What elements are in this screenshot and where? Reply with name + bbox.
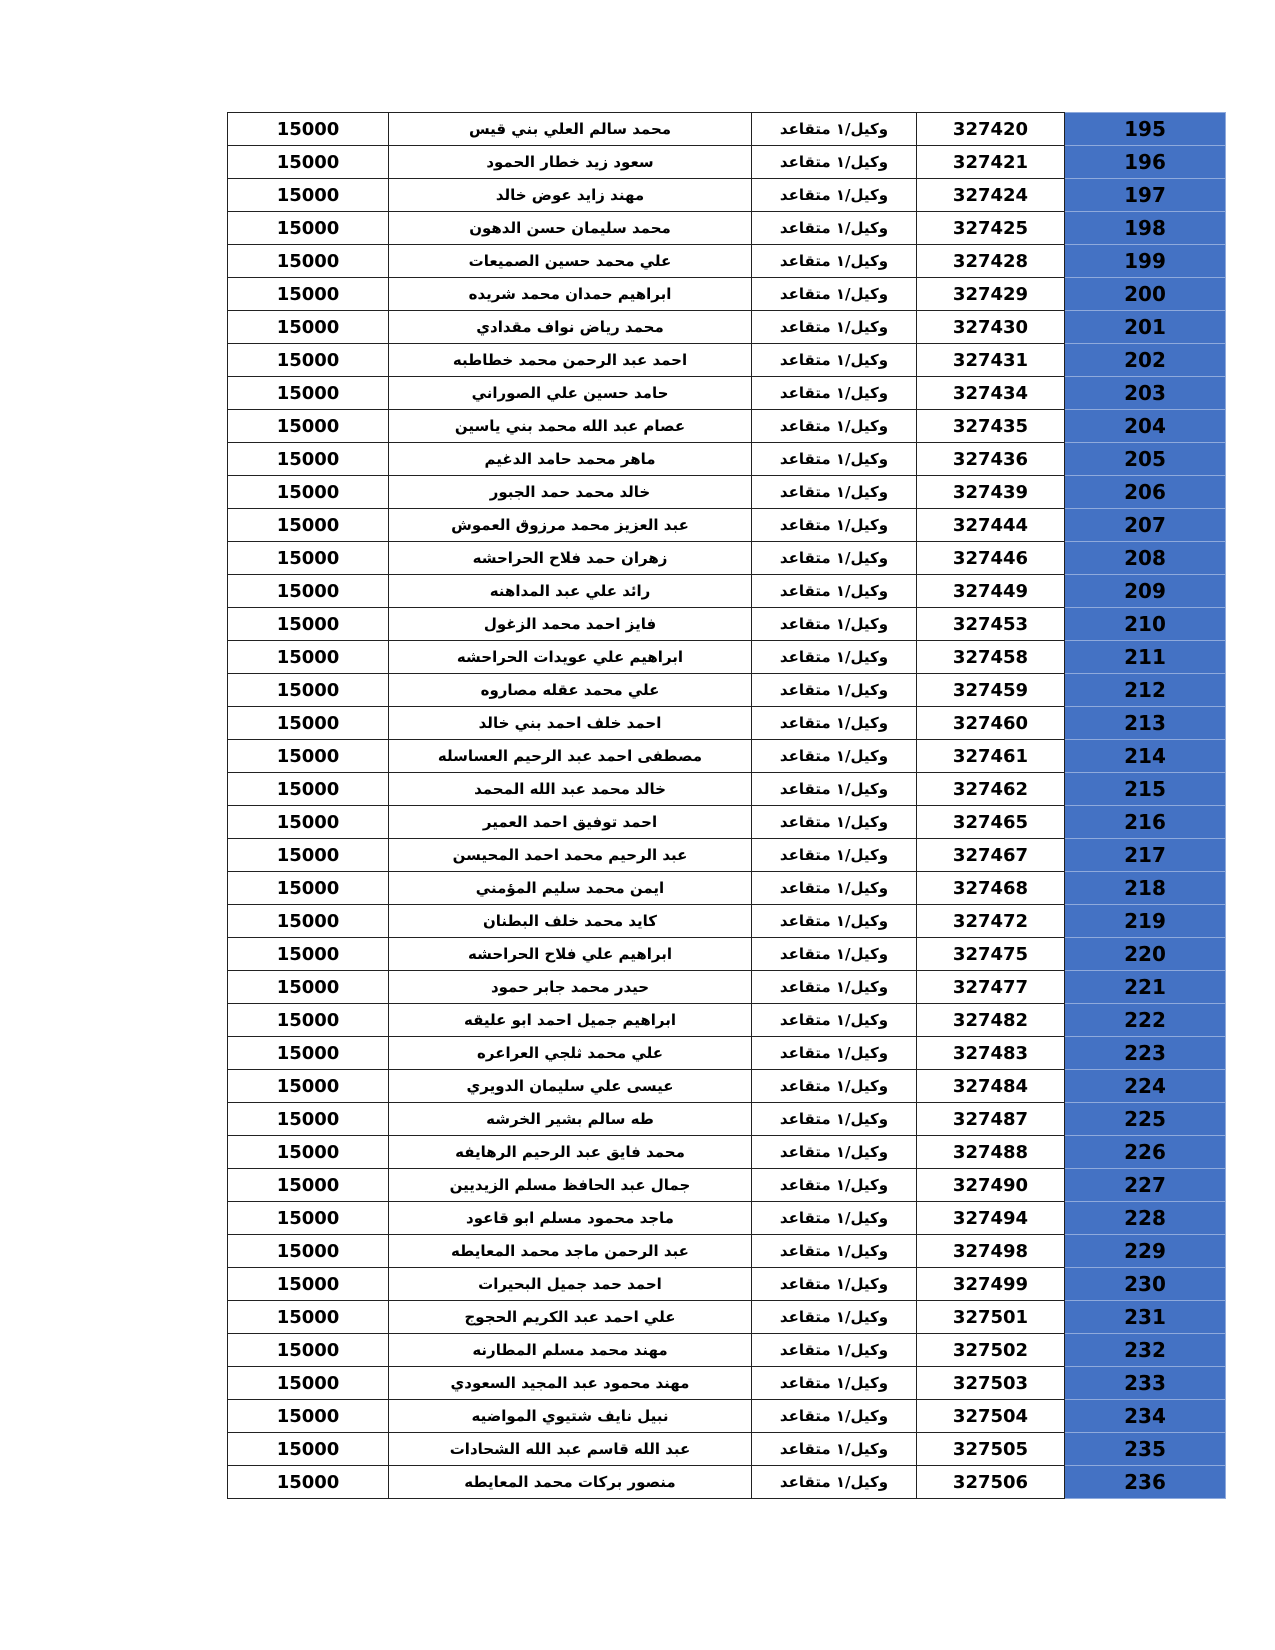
id-number-cell: 327483 <box>917 1037 1065 1070</box>
serial-number-cell: 206 <box>1065 476 1226 509</box>
amount-cell: 15000 <box>228 179 389 212</box>
serial-number-cell: 231 <box>1065 1301 1226 1334</box>
table-row <box>228 674 1226 707</box>
table-row <box>228 971 1226 1004</box>
rank-cell: وكيل/١ متقاعد <box>752 542 917 575</box>
table-row <box>228 872 1226 905</box>
name-cell: جمال عبد الحافظ مسلم الزيديين <box>389 1169 752 1202</box>
rank-cell: وكيل/١ متقاعد <box>752 212 917 245</box>
table-row <box>228 1004 1226 1037</box>
serial-number-cell: 213 <box>1065 707 1226 740</box>
serial-number-cell: 218 <box>1065 872 1226 905</box>
table-row <box>228 773 1226 806</box>
id-number-cell: 327460 <box>917 707 1065 740</box>
rank-cell: وكيل/١ متقاعد <box>752 1235 917 1268</box>
serial-number-cell: 228 <box>1065 1202 1226 1235</box>
id-number-cell: 327429 <box>917 278 1065 311</box>
rank-cell: وكيل/١ متقاعد <box>752 608 917 641</box>
name-cell: مهند زايد عوض خالد <box>389 179 752 212</box>
table-row <box>228 1301 1226 1334</box>
amount-cell: 15000 <box>228 509 389 542</box>
id-number-cell: 327444 <box>917 509 1065 542</box>
rank-cell: وكيل/١ متقاعد <box>752 1334 917 1367</box>
name-cell: ماجد محمود مسلم ابو قاعود <box>389 1202 752 1235</box>
amount-cell: 15000 <box>228 1169 389 1202</box>
amount-cell: 15000 <box>228 311 389 344</box>
amount-cell: 15000 <box>228 608 389 641</box>
name-cell: علي محمد عقله مصاروه <box>389 674 752 707</box>
amount-cell: 15000 <box>228 443 389 476</box>
table-body <box>228 113 1226 1499</box>
table-row <box>228 245 1226 278</box>
serial-number-cell: 198 <box>1065 212 1226 245</box>
table-row <box>228 608 1226 641</box>
name-cell: عبد الرحيم محمد احمد المحيسن <box>389 839 752 872</box>
table-row <box>228 410 1226 443</box>
table-row <box>228 806 1226 839</box>
name-cell: محمد سالم العلي بني قيس <box>389 113 752 146</box>
serial-number-cell: 217 <box>1065 839 1226 872</box>
rank-cell: وكيل/١ متقاعد <box>752 1037 917 1070</box>
amount-cell: 15000 <box>228 641 389 674</box>
amount-cell: 15000 <box>228 1235 389 1268</box>
name-cell: خالد محمد عبد الله المحمد <box>389 773 752 806</box>
rank-cell: وكيل/١ متقاعد <box>752 509 917 542</box>
table-row <box>228 509 1226 542</box>
id-number-cell: 327421 <box>917 146 1065 179</box>
id-number-cell: 327446 <box>917 542 1065 575</box>
name-cell: ايمن محمد سليم المؤمني <box>389 872 752 905</box>
rank-cell: وكيل/١ متقاعد <box>752 1169 917 1202</box>
serial-number-cell: 222 <box>1065 1004 1226 1037</box>
table-row <box>228 542 1226 575</box>
id-number-cell: 327501 <box>917 1301 1065 1334</box>
table-row <box>228 740 1226 773</box>
table-row <box>228 1400 1226 1433</box>
id-number-cell: 327461 <box>917 740 1065 773</box>
rank-cell: وكيل/١ متقاعد <box>752 179 917 212</box>
table-row <box>228 311 1226 344</box>
id-number-cell: 327502 <box>917 1334 1065 1367</box>
rank-cell: وكيل/١ متقاعد <box>752 1202 917 1235</box>
name-cell: نبيل نايف شتيوي المواضيه <box>389 1400 752 1433</box>
rank-cell: وكيل/١ متقاعد <box>752 476 917 509</box>
serial-number-cell: 199 <box>1065 245 1226 278</box>
id-number-cell: 327505 <box>917 1433 1065 1466</box>
amount-cell: 15000 <box>228 839 389 872</box>
amount-cell: 15000 <box>228 905 389 938</box>
serial-number-cell: 200 <box>1065 278 1226 311</box>
amount-cell: 15000 <box>228 278 389 311</box>
rank-cell: وكيل/١ متقاعد <box>752 707 917 740</box>
amount-cell: 15000 <box>228 1268 389 1301</box>
id-number-cell: 327434 <box>917 377 1065 410</box>
name-cell: عبد العزيز محمد مرزوق العموش <box>389 509 752 542</box>
rank-cell: وكيل/١ متقاعد <box>752 278 917 311</box>
amount-cell: 15000 <box>228 971 389 1004</box>
name-cell: كايد محمد خلف البطنان <box>389 905 752 938</box>
serial-number-cell: 209 <box>1065 575 1226 608</box>
name-cell: ماهر محمد حامد الدغيم <box>389 443 752 476</box>
amount-cell: 15000 <box>228 1136 389 1169</box>
amount-cell: 15000 <box>228 212 389 245</box>
serial-number-cell: 204 <box>1065 410 1226 443</box>
id-number-cell: 327484 <box>917 1070 1065 1103</box>
serial-number-cell: 233 <box>1065 1367 1226 1400</box>
serial-number-cell: 219 <box>1065 905 1226 938</box>
rank-cell: وكيل/١ متقاعد <box>752 245 917 278</box>
id-number-cell: 327490 <box>917 1169 1065 1202</box>
id-number-cell: 327487 <box>917 1103 1065 1136</box>
rank-cell: وكيل/١ متقاعد <box>752 1400 917 1433</box>
id-number-cell: 327504 <box>917 1400 1065 1433</box>
name-cell: طه سالم بشير الخرشه <box>389 1103 752 1136</box>
rank-cell: وكيل/١ متقاعد <box>752 1367 917 1400</box>
serial-number-cell: 234 <box>1065 1400 1226 1433</box>
name-cell: علي احمد عبد الكريم الحجوج <box>389 1301 752 1334</box>
rank-cell: وكيل/١ متقاعد <box>752 1268 917 1301</box>
name-cell: ابراهيم علي فلاح الحراحشه <box>389 938 752 971</box>
rank-cell: وكيل/١ متقاعد <box>752 905 917 938</box>
serial-number-cell: 205 <box>1065 443 1226 476</box>
serial-number-cell: 201 <box>1065 311 1226 344</box>
name-cell: حيدر محمد جابر حمود <box>389 971 752 1004</box>
serial-number-cell: 203 <box>1065 377 1226 410</box>
table-row <box>228 707 1226 740</box>
id-number-cell: 327459 <box>917 674 1065 707</box>
id-number-cell: 327449 <box>917 575 1065 608</box>
amount-cell: 15000 <box>228 938 389 971</box>
serial-number-cell: 226 <box>1065 1136 1226 1169</box>
table-row <box>228 1433 1226 1466</box>
name-cell: علي محمد ثلجي العراعره <box>389 1037 752 1070</box>
id-number-cell: 327467 <box>917 839 1065 872</box>
id-number-cell: 327439 <box>917 476 1065 509</box>
name-cell: رائد علي عبد المداهنه <box>389 575 752 608</box>
table-row <box>228 212 1226 245</box>
rank-cell: وكيل/١ متقاعد <box>752 674 917 707</box>
serial-number-cell: 236 <box>1065 1466 1226 1499</box>
amount-cell: 15000 <box>228 1301 389 1334</box>
name-cell: عبد الرحمن ماجد محمد المعايطه <box>389 1235 752 1268</box>
serial-number-cell: 235 <box>1065 1433 1226 1466</box>
amount-cell: 15000 <box>228 1466 389 1499</box>
table-row <box>228 1235 1226 1268</box>
name-cell: مصطفى احمد عبد الرحيم العساسله <box>389 740 752 773</box>
rank-cell: وكيل/١ متقاعد <box>752 344 917 377</box>
id-number-cell: 327435 <box>917 410 1065 443</box>
name-cell: منصور بركات محمد المعايطه <box>389 1466 752 1499</box>
table-row <box>228 179 1226 212</box>
name-cell: علي محمد حسين الصميعات <box>389 245 752 278</box>
serial-number-cell: 216 <box>1065 806 1226 839</box>
amount-cell: 15000 <box>228 1400 389 1433</box>
amount-cell: 15000 <box>228 113 389 146</box>
serial-number-cell: 208 <box>1065 542 1226 575</box>
table-row <box>228 1202 1226 1235</box>
name-cell: زهران حمد فلاح الحراحشه <box>389 542 752 575</box>
amount-cell: 15000 <box>228 1070 389 1103</box>
rank-cell: وكيل/١ متقاعد <box>752 410 917 443</box>
rank-cell: وكيل/١ متقاعد <box>752 872 917 905</box>
amount-cell: 15000 <box>228 806 389 839</box>
id-number-cell: 327420 <box>917 113 1065 146</box>
id-number-cell: 327430 <box>917 311 1065 344</box>
table-row <box>228 1334 1226 1367</box>
rank-cell: وكيل/١ متقاعد <box>752 1004 917 1037</box>
rank-cell: وكيل/١ متقاعد <box>752 311 917 344</box>
table-row <box>228 377 1226 410</box>
rank-cell: وكيل/١ متقاعد <box>752 146 917 179</box>
table-row <box>228 344 1226 377</box>
name-cell: سعود زيد خطار الحمود <box>389 146 752 179</box>
name-cell: احمد خلف احمد بني خالد <box>389 707 752 740</box>
name-cell: ابراهيم علي عويدات الحراحشه <box>389 641 752 674</box>
amount-cell: 15000 <box>228 1433 389 1466</box>
table-row <box>228 1169 1226 1202</box>
amount-cell: 15000 <box>228 575 389 608</box>
table-row <box>228 1466 1226 1499</box>
name-cell: ابراهيم حمدان محمد شريده <box>389 278 752 311</box>
serial-number-cell: 227 <box>1065 1169 1226 1202</box>
amount-cell: 15000 <box>228 377 389 410</box>
table-row <box>228 575 1226 608</box>
serial-number-cell: 196 <box>1065 146 1226 179</box>
amount-cell: 15000 <box>228 740 389 773</box>
amount-cell: 15000 <box>228 773 389 806</box>
name-cell: مهند محمد مسلم المطارنه <box>389 1334 752 1367</box>
table-row <box>228 905 1226 938</box>
table-row <box>228 938 1226 971</box>
id-number-cell: 327498 <box>917 1235 1065 1268</box>
serial-number-cell: 215 <box>1065 773 1226 806</box>
table-row <box>228 443 1226 476</box>
amount-cell: 15000 <box>228 1367 389 1400</box>
amount-cell: 15000 <box>228 674 389 707</box>
serial-number-cell: 197 <box>1065 179 1226 212</box>
table-row <box>228 1070 1226 1103</box>
name-cell: محمد فايق عبد الرحيم الرهايفه <box>389 1136 752 1169</box>
table-row <box>228 1037 1226 1070</box>
amount-cell: 15000 <box>228 1103 389 1136</box>
id-number-cell: 327477 <box>917 971 1065 1004</box>
amount-cell: 15000 <box>228 1004 389 1037</box>
name-cell: عصام عبد الله محمد بني ياسين <box>389 410 752 443</box>
serial-number-cell: 202 <box>1065 344 1226 377</box>
serial-number-cell: 195 <box>1065 113 1226 146</box>
name-cell: فايز احمد محمد الزغول <box>389 608 752 641</box>
rank-cell: وكيل/١ متقاعد <box>752 575 917 608</box>
rank-cell: وكيل/١ متقاعد <box>752 839 917 872</box>
rank-cell: وكيل/١ متقاعد <box>752 938 917 971</box>
beneficiaries-table <box>227 112 1226 1499</box>
rank-cell: وكيل/١ متقاعد <box>752 1070 917 1103</box>
rank-cell: وكيل/١ متقاعد <box>752 971 917 1004</box>
table-row <box>228 839 1226 872</box>
table-row <box>228 1268 1226 1301</box>
serial-number-cell: 211 <box>1065 641 1226 674</box>
id-number-cell: 327475 <box>917 938 1065 971</box>
table-row <box>228 641 1226 674</box>
amount-cell: 15000 <box>228 410 389 443</box>
amount-cell: 15000 <box>228 146 389 179</box>
id-number-cell: 327494 <box>917 1202 1065 1235</box>
table-row <box>228 1103 1226 1136</box>
serial-number-cell: 225 <box>1065 1103 1226 1136</box>
id-number-cell: 327503 <box>917 1367 1065 1400</box>
amount-cell: 15000 <box>228 245 389 278</box>
table-row <box>228 146 1226 179</box>
serial-number-cell: 223 <box>1065 1037 1226 1070</box>
name-cell: ابراهيم جميل احمد ابو عليقه <box>389 1004 752 1037</box>
id-number-cell: 327424 <box>917 179 1065 212</box>
id-number-cell: 327468 <box>917 872 1065 905</box>
amount-cell: 15000 <box>228 344 389 377</box>
id-number-cell: 327488 <box>917 1136 1065 1169</box>
id-number-cell: 327482 <box>917 1004 1065 1037</box>
serial-number-cell: 220 <box>1065 938 1226 971</box>
serial-number-cell: 214 <box>1065 740 1226 773</box>
name-cell: عيسى علي سليمان الدويري <box>389 1070 752 1103</box>
table-row <box>228 1136 1226 1169</box>
rank-cell: وكيل/١ متقاعد <box>752 740 917 773</box>
name-cell: احمد حمد جميل البحيرات <box>389 1268 752 1301</box>
serial-number-cell: 229 <box>1065 1235 1226 1268</box>
serial-number-cell: 207 <box>1065 509 1226 542</box>
rank-cell: وكيل/١ متقاعد <box>752 377 917 410</box>
rank-cell: وكيل/١ متقاعد <box>752 1103 917 1136</box>
table-row <box>228 476 1226 509</box>
serial-number-cell: 224 <box>1065 1070 1226 1103</box>
rank-cell: وكيل/١ متقاعد <box>752 113 917 146</box>
id-number-cell: 327431 <box>917 344 1065 377</box>
rank-cell: وكيل/١ متقاعد <box>752 641 917 674</box>
table-row <box>228 278 1226 311</box>
rank-cell: وكيل/١ متقاعد <box>752 1433 917 1466</box>
amount-cell: 15000 <box>228 872 389 905</box>
name-cell: حامد حسين علي الصوراني <box>389 377 752 410</box>
rank-cell: وكيل/١ متقاعد <box>752 443 917 476</box>
name-cell: خالد محمد حمد الجبور <box>389 476 752 509</box>
serial-number-cell: 232 <box>1065 1334 1226 1367</box>
amount-cell: 15000 <box>228 707 389 740</box>
rank-cell: وكيل/١ متقاعد <box>752 1136 917 1169</box>
serial-number-cell: 212 <box>1065 674 1226 707</box>
name-cell: احمد عبد الرحمن محمد خطاطبه <box>389 344 752 377</box>
id-number-cell: 327453 <box>917 608 1065 641</box>
amount-cell: 15000 <box>228 542 389 575</box>
id-number-cell: 327428 <box>917 245 1065 278</box>
table-row <box>228 1367 1226 1400</box>
id-number-cell: 327472 <box>917 905 1065 938</box>
amount-cell: 15000 <box>228 1037 389 1070</box>
id-number-cell: 327436 <box>917 443 1065 476</box>
name-cell: احمد توفيق احمد العمير <box>389 806 752 839</box>
id-number-cell: 327465 <box>917 806 1065 839</box>
amount-cell: 15000 <box>228 1334 389 1367</box>
amount-cell: 15000 <box>228 1202 389 1235</box>
serial-number-cell: 210 <box>1065 608 1226 641</box>
name-cell: مهند محمود عبد المجيد السعودي <box>389 1367 752 1400</box>
name-cell: محمد سليمان حسن الدهون <box>389 212 752 245</box>
serial-number-cell: 221 <box>1065 971 1226 1004</box>
id-number-cell: 327506 <box>917 1466 1065 1499</box>
id-number-cell: 327462 <box>917 773 1065 806</box>
amount-cell: 15000 <box>228 476 389 509</box>
rank-cell: وكيل/١ متقاعد <box>752 1301 917 1334</box>
rank-cell: وكيل/١ متقاعد <box>752 1466 917 1499</box>
rank-cell: وكيل/١ متقاعد <box>752 806 917 839</box>
rank-cell: وكيل/١ متقاعد <box>752 773 917 806</box>
id-number-cell: 327458 <box>917 641 1065 674</box>
table-row <box>228 113 1226 146</box>
id-number-cell: 327425 <box>917 212 1065 245</box>
serial-number-cell: 230 <box>1065 1268 1226 1301</box>
id-number-cell: 327499 <box>917 1268 1065 1301</box>
name-cell: محمد رياض نواف مقدادي <box>389 311 752 344</box>
name-cell: عبد الله قاسم عبد الله الشحادات <box>389 1433 752 1466</box>
